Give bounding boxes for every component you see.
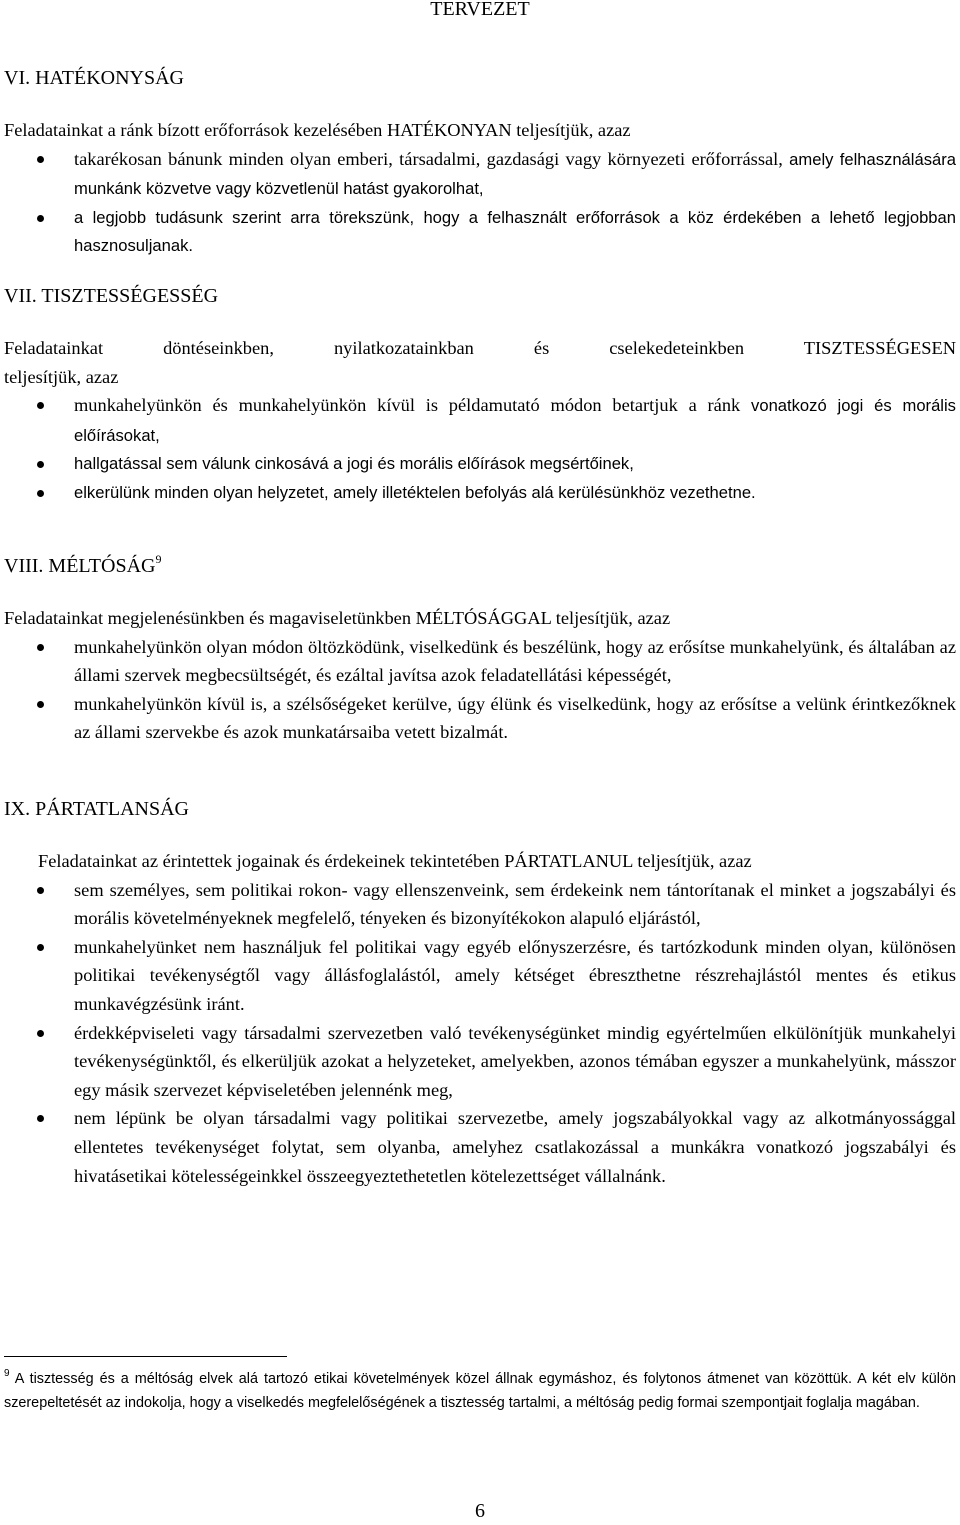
list-item [4,1104,956,1190]
footnote-text: A tisztesség és a méltóság elvek alá tartozó etikai követelmények közel állnak egymáshoz, és folytonos átmenet van közöttük. A két elv külön szerepeltetését az indokolja, hogy a viselkedés megfelelőségének a tisztesség tartalmi, a méltóság pedig formai szempontjait foglalja magában. [4,1371,956,1411]
footnote-separator [4,1356,287,1357]
list-item-text: érdekképviseleti vagy társadalmi szervezetben való tevékenységünket mindig egyértelműen elkülönítjük munkahelyi tevékenységünktől, és elkerüljük azokat a helyzeteket, amelyekben, azonos témában egyszer a munkahelyünk, másszor egy másik szervezet képviseletében jelennénk meg, [74,1022,956,1100]
list-item [4,204,956,261]
section-dignity [4,552,956,747]
bullet-icon [37,156,44,163]
footnote-reference[interactable]: 9 [155,552,162,566]
bullet-icon [37,887,44,894]
bullet-icon [37,1115,44,1122]
section-heading-text: VIII. MÉLTÓSÁG [4,555,156,577]
list-item-text: nem lépünk be olyan társadalmi vagy politikai szervezetbe, amely jogszabályokkal vagy az alkotmányossággal ellentetes tevékenységet folytat, sem olyanba, amelyhez csatlakozással a munkákra vonatkozó jogszabályi és hivatásetikai kötelességeinkkel összeegyeztethetetlen kötelezettséget vállalnánk. [74,1108,956,1186]
list-item-text: takarékosan bánunk minden olyan emberi, társadalmi, gazdasági vagy környezeti erőforrással, [74,148,783,169]
section-intro-cont: teljesítjük, azaz [4,366,119,387]
list-item-text: sem személyes, sem politikai rokon- vagy ellenszenveink, sem érdekeink nem tántorítanak el minket a jogszabályi és morális követelményeknek megfelelő, tényeken és bizonyítékokon alapuló eljárástól, [74,879,956,929]
section-efficiency [4,64,956,261]
list-item [4,391,956,450]
bullet-list [4,633,956,747]
bullet-list [4,876,956,1191]
section-integrity [4,282,956,508]
list-item-text: munkahelyünkön olyan módon öltözködünk, viselkedünk és beszélünk, hogy az erősítse munkahelyünk, és általában az állami szervek megbecsültségét, és ezáltal javítsa azok feladatellátási képességét, [74,636,956,686]
section-intro: Feladatainkat a ránk bízott erőforrások kezelésében HATÉKONYAN teljesítjük, azaz [4,120,631,140]
section-heading: VII. TISZTESSÉGESSÉG [4,285,219,307]
draft-header: TERVEZET [430,0,530,20]
list-item-text: a legjobb tudásunk szerint arra törekszünk, hogy a felhasznált erőforrások a köz érdekében a lehető legjobban hasznosuljanak. [74,207,956,256]
list-item-text: elkerülünk minden olyan helyzetet, amely illetéktelen befolyás alá kerülésünkhöz vezethetne. [74,482,756,502]
bullet-icon [37,461,44,468]
list-item-text-cont: vonatkozó jogi és morális előírásokat, [74,396,956,445]
section-impartiality [4,795,956,1190]
list-item [4,1019,956,1105]
bullet-list [4,145,956,261]
bullet-icon [37,490,44,497]
bullet-icon [37,944,44,951]
list-item [4,633,956,690]
bullet-icon [37,701,44,708]
section-heading [4,552,956,580]
list-item [4,690,956,747]
bullet-icon [37,644,44,651]
list-item-text: hallgatással sem válunk cinkosává a jogi és morális előírások megsértőinek, [74,454,634,474]
bullet-icon [37,215,44,222]
page-number: 6 [475,1500,485,1522]
section-intro: Feladatainkat döntéseinkben, nyilatkozatainkban és cselekedeteinkben TISZTESSÉGESEN [4,338,956,358]
list-item [4,876,956,933]
list-item-text-cont: amely felhasználására munkánk közvetve vagy közvetlenül hatást gyakorolhat, [74,149,956,199]
bullet-icon [37,1030,44,1037]
bullet-icon [37,402,44,409]
document-page [4,0,956,1524]
list-item [4,933,956,1019]
list-item-text: munkahelyünkön kívül is, a szélsőségeket kerülve, úgy élünk és viselkedünk, hogy az erősítse a velünk érintkezőknek az állami szervekbe és azok munkatársaiba vetett bizalmát. [74,693,956,743]
footnote-mark: 9 [4,1368,10,1379]
section-intro: Feladatainkat az érintettek jogainak és érdekeinek tekintetében PÁRTATLANUL teljesítjük, azaz [38,851,752,871]
bullet-list [4,391,956,507]
section-heading: IX. PÁRTATLANSÁG [4,798,189,820]
list-item-text: munkahelyünket nem használjuk fel politikai vagy egyéb előnyszerzésre, és tartózkodunk minden olyan, különösen politikai tevékenységtől vagy állásfoglalástól, amely kétséget ébreszthetne részrehajlástól mentes és etikus munkavégzésünk iránt. [74,936,956,1014]
list-item [4,450,956,479]
section-intro: Feladatainkat megjelenésünkben és magaviseletünkben MÉLTÓSÁGGAL teljesítjük, azaz [4,608,671,628]
list-item [4,479,956,508]
footnote [4,1367,956,1415]
section-heading: VI. HATÉKONYSÁG [4,67,184,89]
list-item [4,145,956,204]
list-item-text: munkahelyünkön és munkahelyünkön kívül is példamutató módon betartjuk a ránk [74,395,741,416]
